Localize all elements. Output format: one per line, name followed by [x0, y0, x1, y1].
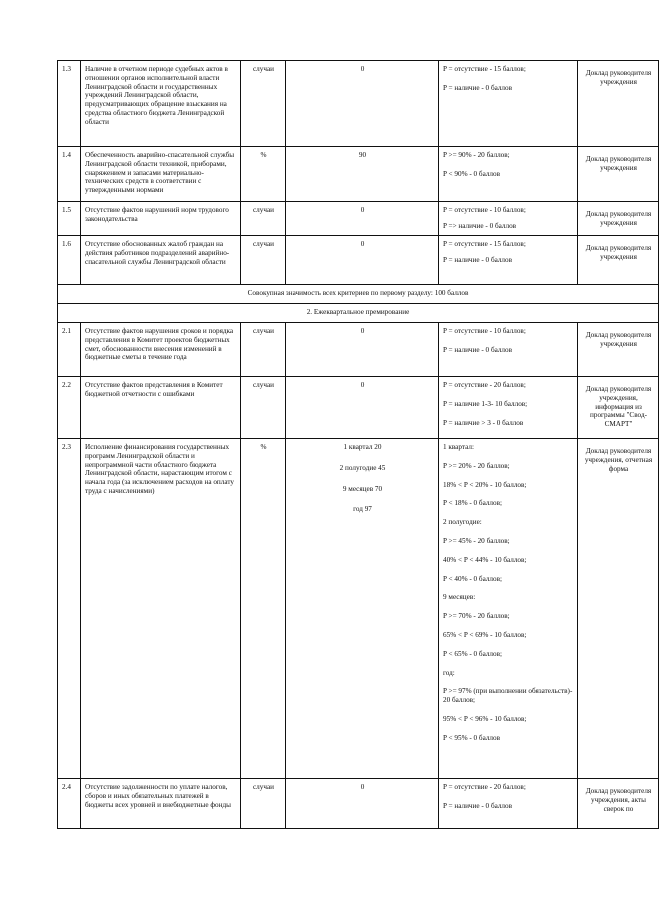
- unit-cell: случаи: [241, 202, 286, 236]
- scoring-cell: [439, 61, 578, 147]
- value-cell: [286, 439, 439, 779]
- scoring-line: P < 65% - 0 баллов;: [443, 649, 502, 658]
- source-cell: Доклад руководителя учреждения: [578, 202, 659, 236]
- period-target: 1 квартал 20: [343, 443, 382, 451]
- scoring-line: P = наличие - 0 баллов: [443, 83, 513, 92]
- source-cell: Доклад руководителя учреждения, акты сверок по: [578, 779, 659, 829]
- row-number: 1.5: [58, 202, 81, 236]
- criterion-name: Отсутствие фактов нарушений норм трудового законодательства: [81, 202, 241, 236]
- source-cell: Доклад руководителя учреждения: [578, 236, 659, 285]
- section-summary: Совокупная значимость всех критериев по первому разделу: 100 баллов: [58, 285, 659, 304]
- scoring-line: P >= 90% - 20 баллов;: [443, 151, 510, 159]
- scoring-line: 65% < P < 69% - 10 баллов;: [443, 630, 527, 639]
- value-cell: 0: [286, 61, 439, 147]
- value-cell: 0: [286, 202, 439, 236]
- scoring-cell: [439, 236, 578, 285]
- scoring-line: P < 40% - 0 баллов;: [443, 574, 502, 583]
- table-row: [58, 323, 659, 377]
- row-number: 2.3: [58, 439, 81, 779]
- scoring-cell: [439, 202, 578, 236]
- row-number: 1.3: [58, 61, 81, 147]
- scoring-line: P = наличие > 3 - 0 баллов: [443, 418, 524, 427]
- period-target: 2 полугодие 45: [339, 463, 386, 472]
- source-cell: Доклад руководителя учреждения, отчетная форма: [578, 439, 659, 779]
- scoring-line: P = отсутствие - 15 баллов;: [443, 240, 526, 248]
- unit-cell: %: [241, 439, 286, 779]
- scoring-line: 40% < P < 44% - 10 баллов;: [443, 555, 527, 564]
- criterion-name: Отсутствие обоснованных жалоб граждан на действия работников подразделений аварийно-спасательной службы Ленинградской области: [81, 236, 241, 285]
- scoring-line: P = отсутствие - 20 баллов;: [443, 783, 526, 791]
- scoring-line: 9 месяцев:: [443, 593, 476, 602]
- scoring-line: P = отсутствие - 10 баллов;: [443, 327, 526, 335]
- scoring-line: P = наличие - 0 баллов: [443, 255, 513, 264]
- criterion-name: Исполнение финансирования государственных программ Ленинградской области и непрограммной части областного бюджета Ленинградской области, нарастающим итогом с начала года (за исключением расходов на оплату труда с начислениями): [81, 439, 241, 779]
- criterion-name: Обеспеченность аварийно-спасательной службы Ленинградской области техникой, приборами, снаряжением и запасами материально-технических средств в соответствии с утвержденными нормами: [81, 147, 241, 202]
- scoring-cell: [439, 439, 578, 779]
- scoring-line: P < 18% - 0 баллов;: [443, 499, 502, 508]
- criterion-name: Отсутствие задолженности по уплате налогов, сборов и иных обязательных платежей в бюджеты всех уровней и внебюджетные фонды: [81, 779, 241, 829]
- table-row: [58, 202, 659, 236]
- unit-cell: случаи: [241, 377, 286, 439]
- criterion-name: Наличие в отчетном периоде судебных актов в отношении органов исполнительной власти Ленинградской области и государственных учреждений Ленинградской области, предусматривающих обращение взыскания на средства областного бюджета Ленинградской области: [81, 61, 241, 147]
- scoring-line: P = наличие 1-3- 10 баллов;: [443, 399, 528, 408]
- row-number: 1.6: [58, 236, 81, 285]
- scoring-line: P >= 97% (при выполнении обязательств)- 20 баллов;: [443, 687, 573, 705]
- row-number: 2.1: [58, 323, 81, 377]
- scoring-cell: [439, 779, 578, 829]
- scoring-line: P = наличие - 0 баллов: [443, 345, 513, 354]
- criteria-table: [57, 60, 659, 829]
- value-cell: 0: [286, 779, 439, 829]
- scoring-cell: [439, 377, 578, 439]
- scoring-line: P = отсутствие - 15 баллов;: [443, 65, 526, 73]
- period-target: 9 месяцев 70: [342, 484, 383, 493]
- table-row: [58, 779, 659, 829]
- row-number: 2.2: [58, 377, 81, 439]
- value-cell: 0: [286, 377, 439, 439]
- row-number: 2.4: [58, 779, 81, 829]
- scoring-line: 1 квартал:: [443, 443, 474, 451]
- source-cell: Доклад руководителя учреждения: [578, 323, 659, 377]
- unit-cell: случаи: [241, 323, 286, 377]
- table-row: [58, 236, 659, 285]
- scoring-cell: [439, 147, 578, 202]
- table-row: [58, 147, 659, 202]
- unit-cell: случаи: [241, 236, 286, 285]
- scoring-line: P < 90% - 0 баллов: [443, 169, 501, 178]
- scoring-line: P = отсутствие - 10 баллов;: [443, 206, 526, 214]
- period-target: год 97: [353, 505, 372, 514]
- source-cell: Доклад руководителя учреждения: [578, 147, 659, 202]
- scoring-line: 18% < P < 20% - 10 баллов;: [443, 480, 527, 489]
- criterion-name: Отсутствие фактов представления в Комитет бюджетной отчетности с ошибками: [81, 377, 241, 439]
- section-summary-row: [58, 285, 659, 304]
- scoring-line: год:: [443, 668, 455, 677]
- scoring-cell: [439, 323, 578, 377]
- source-cell: Доклад руководителя учреждения: [578, 61, 659, 147]
- scoring-line: P >= 20% - 20 баллов;: [443, 461, 510, 470]
- section-heading-row: [58, 304, 659, 323]
- scoring-line: P = отсутствие - 20 баллов;: [443, 381, 526, 389]
- section-heading: 2. Ежеквартальное премирование: [58, 304, 659, 323]
- unit-cell: случаи: [241, 779, 286, 829]
- criterion-name: Отсутствие фактов нарушения сроков и порядка представления в Комитет проектов бюджетных смет, обоснованности внесения изменений в бюджетные сметы в течение года: [81, 323, 241, 377]
- scoring-line: P = наличие - 0 баллов: [443, 801, 513, 810]
- unit-cell: %: [241, 147, 286, 202]
- scoring-line: 95% < P < 96% - 10 баллов;: [443, 714, 527, 723]
- value-cell: 90: [286, 147, 439, 202]
- row-number: 1.4: [58, 147, 81, 202]
- scoring-line: P < 95% - 0 баллов: [443, 733, 501, 742]
- table-row: [58, 61, 659, 147]
- value-cell: 0: [286, 323, 439, 377]
- scoring-line: P >= 45% - 20 баллов;: [443, 536, 510, 545]
- value-cell: 0: [286, 236, 439, 285]
- unit-cell: случаи: [241, 61, 286, 147]
- source-cell: Доклад руководителя учреждения, информация из программы "Свод-СМАРТ": [578, 377, 659, 439]
- scoring-line: P >= 70% - 20 баллов;: [443, 612, 510, 621]
- scoring-line: 2 полугодие:: [443, 518, 482, 527]
- table-row: [58, 377, 659, 439]
- table-row: [58, 439, 659, 779]
- scoring-line: P => наличие - 0 баллов: [443, 221, 517, 230]
